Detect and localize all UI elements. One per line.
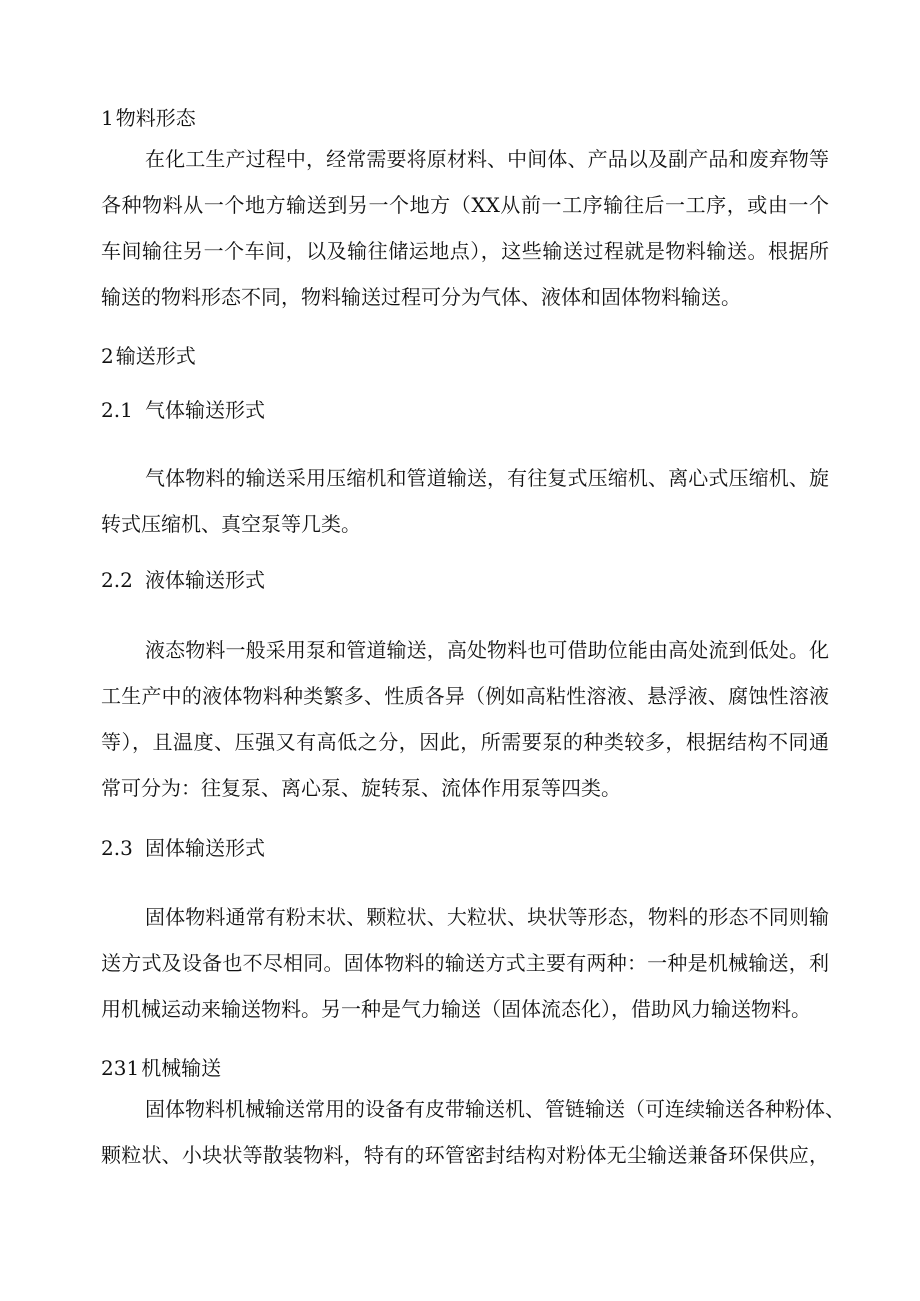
- section-title: 气体输送形式: [145, 398, 265, 422]
- paragraph-2-2: [101, 627, 829, 811]
- section-number: 2.3: [101, 836, 133, 860]
- paragraph-line: 用机械运动来输送物料。另一种是气力输送（固体流态化），借助风力输送物料。: [101, 997, 811, 1021]
- section-title: 液体输送形式: [145, 568, 265, 592]
- paragraph-line: 送方式及设备也不尽相同。固体物料的输送方式主要有两种：一种是机械输送，利: [101, 951, 829, 975]
- section-title: 物料形态: [115, 106, 196, 130]
- paragraph-2-3-1: [101, 1086, 845, 1178]
- paragraph-line: 工生产中的液体物料种类繁多、性质各异（例如高粘性溶液、悬浮液、腐蚀性溶液: [101, 684, 829, 708]
- section-number: 2.1: [101, 398, 133, 422]
- paragraph-line: 在化工生产过程中，经常需要将原材料、中间体、产品以及副产品和废弃物等: [145, 147, 829, 171]
- section-heading-1: [101, 104, 196, 132]
- section-number: 231: [101, 1056, 140, 1080]
- paragraph-line: 固体物料通常有粉末状、颗粒状、大粒状、块状等形态，物料的形态不同则输: [145, 905, 829, 929]
- paragraph-line: 等），且温度、压强又有高低之分，因此，所需要泵的种类较多，根据结构不同通: [101, 730, 829, 754]
- paragraph-line: 气体物料的输送采用压缩机和管道输送，有往复式压缩机、离心式压缩机、旋: [145, 466, 829, 490]
- section-title: 机械输送: [141, 1056, 222, 1080]
- paragraph-2-3: [101, 894, 829, 1032]
- paragraph-line: 液态物料一般采用泵和管道输送，高处物料也可借助位能由高处流到低处。化: [145, 638, 829, 662]
- section-heading-2-1: [101, 396, 265, 424]
- paragraph-line: 转式压缩机、真空泵等几类。: [101, 512, 361, 536]
- section-title: 输送形式: [115, 344, 196, 368]
- paragraph-line: 车间输往另一个车间，以及输往储运地点），这些输送过程就是物料输送。根据所: [101, 239, 829, 263]
- paragraph-1: [101, 136, 829, 320]
- section-number: 2: [101, 344, 114, 368]
- section-title: 固体输送形式: [145, 836, 265, 860]
- paragraph-line: 颗粒状、小块状等散装物料，特有的环管密封结构对粉体无尘输送兼备环保供应，: [101, 1143, 829, 1167]
- paragraph-line: 常可分为：往复泵、离心泵、旋转泵、流体作用泵等四类。: [101, 776, 621, 800]
- section-number: 1: [101, 106, 114, 130]
- section-heading-2: [101, 342, 196, 370]
- paragraph-2-1: [101, 455, 829, 547]
- section-heading-2-3: [101, 834, 265, 862]
- paragraph-line: 固体物料机械输送常用的设备有皮带输送机、管链输送（可连续输送各种粉体、: [145, 1097, 845, 1121]
- section-heading-2-2: [101, 566, 265, 594]
- section-number: 2.2: [101, 568, 133, 592]
- paragraph-line: 输送的物料形态不同，物料输送过程可分为气体、液体和固体物料输送。: [101, 285, 741, 309]
- paragraph-line: 各种物料从一个地方输送到另一个地方（XX从前一工序输往后一工序，或由一个: [101, 193, 829, 217]
- section-heading-2-3-1: [101, 1054, 221, 1082]
